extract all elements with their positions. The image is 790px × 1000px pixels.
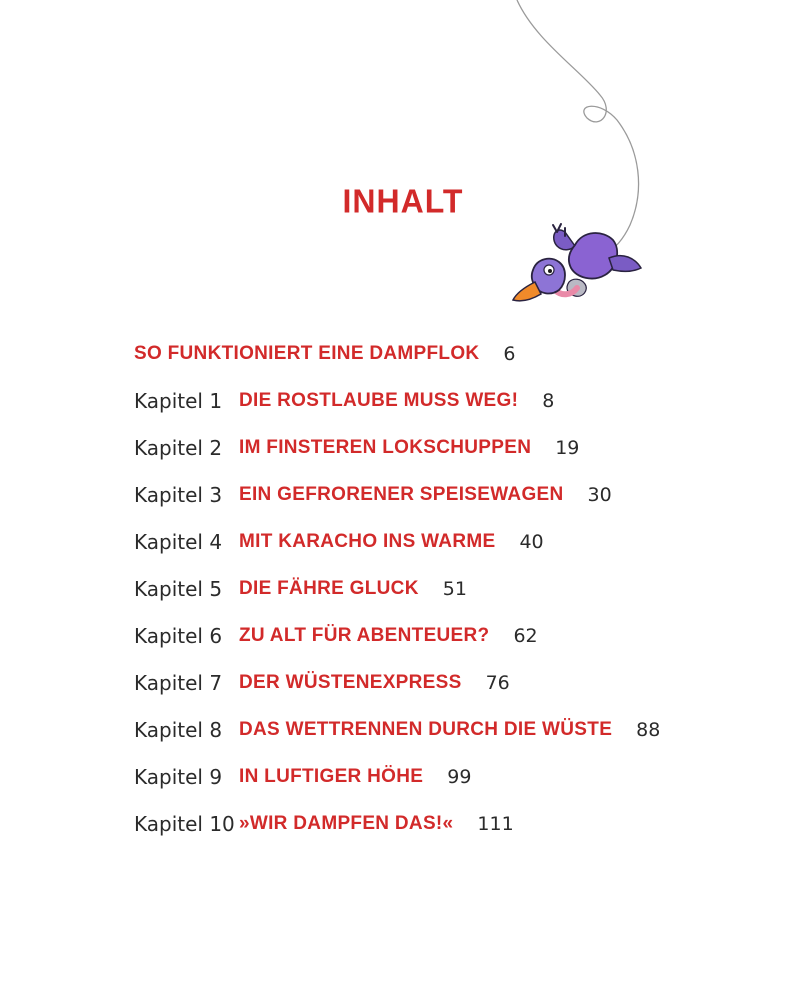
- chapter-label: Kapitel 5: [134, 576, 223, 601]
- page-number: 88: [636, 718, 661, 741]
- chapter-label: Kapitel 9: [134, 764, 223, 789]
- chapter-label: Kapitel 6: [134, 623, 223, 648]
- toc-row: [134, 424, 774, 471]
- page-number: 51: [442, 577, 467, 600]
- chapter-title: DER WÜSTENEXPRESS: [239, 671, 462, 693]
- page-number: 19: [555, 436, 580, 459]
- toc-row: [134, 706, 774, 753]
- chapter-label: Kapitel 8: [134, 717, 223, 742]
- page-number: 99: [447, 765, 472, 788]
- chapter-label: Kapitel 4: [134, 529, 223, 554]
- chapter-title: »WIR DAMPFEN DAS!«: [239, 812, 454, 834]
- toc-intro-row: [134, 330, 774, 377]
- page-number: 111: [477, 812, 514, 835]
- toc-row: [134, 753, 774, 800]
- chapter-title: EIN GEFRORENER SPEISEWAGEN: [239, 483, 564, 505]
- chapter-label: Kapitel 10: [134, 811, 235, 836]
- page-number: 8: [542, 389, 555, 412]
- page-number: 76: [485, 671, 510, 694]
- chapter-label: Kapitel 2: [134, 435, 223, 460]
- chapter-label: Kapitel 7: [134, 670, 223, 695]
- toc-row: [134, 565, 774, 612]
- table-of-contents: [134, 330, 774, 847]
- toc-row: [134, 518, 774, 565]
- page-title: INHALT: [342, 182, 464, 220]
- toc-row: [134, 612, 774, 659]
- chapter-title: ZU ALT FÜR ABENTEUER?: [239, 624, 490, 646]
- toc-row: [134, 659, 774, 706]
- chapter-title: DAS WETTRENNEN DURCH DIE WÜSTE: [239, 718, 613, 740]
- toc-row: [134, 471, 774, 518]
- toc-row: [134, 800, 774, 847]
- chapter-title: IN LUFTIGER HÖHE: [239, 765, 424, 787]
- toc-row: [134, 377, 774, 424]
- page-number: 40: [519, 530, 544, 553]
- chapter-title: IM FINSTEREN LOKSCHUPPEN: [239, 436, 532, 458]
- chapter-label: Kapitel 1: [134, 388, 223, 413]
- chapter-title: DIE ROSTLAUBE MUSS WEG!: [239, 389, 519, 411]
- chapter-label: Kapitel 3: [134, 482, 223, 507]
- page-number: 62: [513, 624, 538, 647]
- page-number: 30: [587, 483, 612, 506]
- chapter-title: MIT KARACHO INS WARME: [239, 530, 496, 552]
- chapter-title: DIE FÄHRE GLUCK: [239, 577, 419, 599]
- chapter-title: SO FUNKTIONIERT EINE DAMPFLOK: [134, 342, 480, 364]
- page-number: 6: [503, 342, 516, 365]
- bird-illustration: [505, 0, 655, 315]
